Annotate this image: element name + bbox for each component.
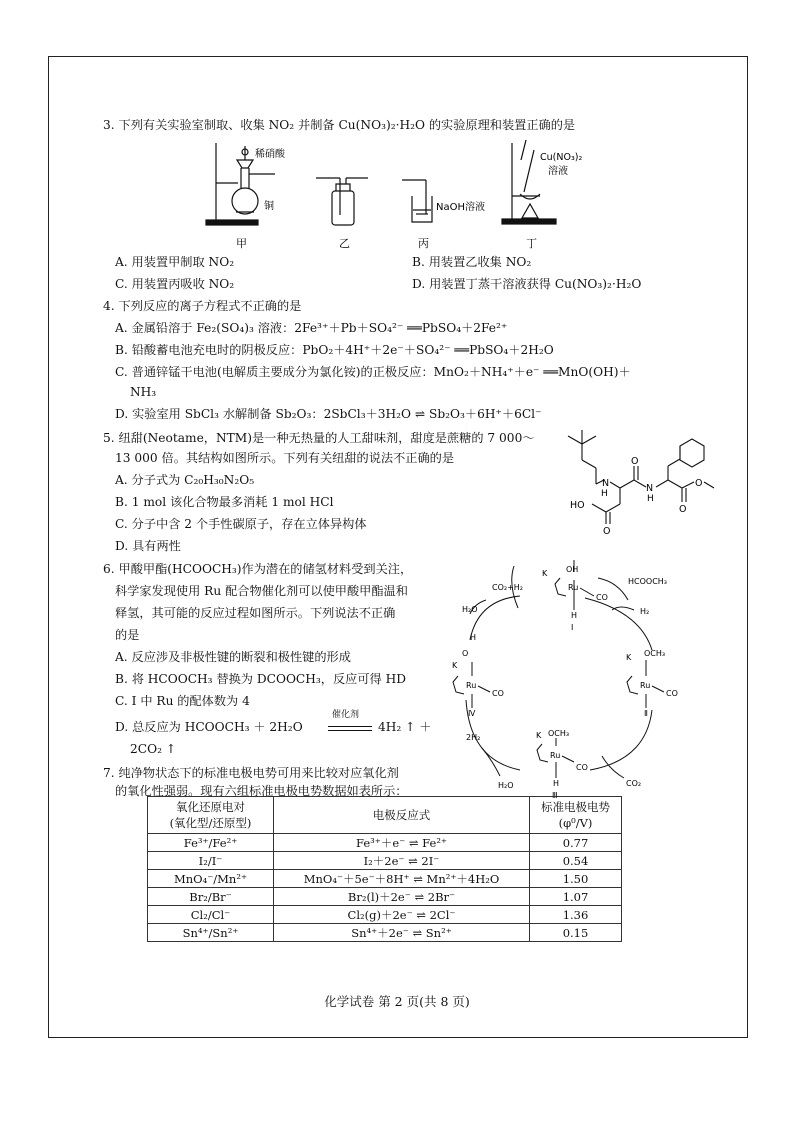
cyc-ru2: Ru — [640, 681, 651, 690]
q4-option-d: D. 实验室用 SbCl₃ 水解制备 Sb₂O₃：2SbCl₃＋3H₂O ⇌ Sb₂O₃＋6H⁺＋6Cl⁻ — [115, 407, 542, 421]
q6-stem-line2: 科学家发现使用 Ru 配合物催化剂可以使甲酸甲酯温和 — [115, 584, 408, 598]
cyc-oh: OH — [566, 565, 579, 574]
cyc-ru1: Ru — [568, 583, 579, 592]
cyc-co2h2: CO₂+H₂ — [492, 583, 524, 592]
cycle-arrow-1 — [585, 598, 652, 650]
cyc-k1: K — [542, 569, 548, 578]
mol-o3: O — [695, 478, 703, 489]
q6-stem-line4: 的是 — [115, 628, 140, 642]
table-row: I₂/I⁻ I₂＋2e⁻ ⇌ 2I⁻ 0.54 — [148, 852, 622, 870]
q5-option-a: A. 分子式为 C₂₀H₃₀N₂O₅ — [115, 473, 255, 487]
page-footer: 化学试卷 第 2 页(共 8 页) — [324, 994, 470, 1009]
label-cuno3: Cu(NO₃)₂ — [540, 152, 583, 163]
q6-stem-line1: 6. 甲酸甲酯(HCOOCH₃)作为潜在的储氢材料受到关注， — [103, 562, 413, 576]
cyc-co3: CO — [576, 763, 588, 772]
mol-o4: O — [603, 526, 611, 537]
cyc-och3-ii: OCH₃ — [644, 649, 666, 658]
mol-h1: H — [601, 489, 608, 499]
cyc-label-iv: Ⅳ — [468, 709, 476, 718]
q6-option-d-cont: 2CO₂ ↑ — [130, 742, 177, 756]
mol-h2: H — [647, 494, 654, 504]
caption-yi: 乙 — [339, 237, 350, 250]
q4-stem: 4. 下列反应的离子方程式不正确的是 — [103, 299, 302, 313]
table-header-row — [148, 797, 622, 834]
caption-bing: 丙 — [418, 237, 429, 250]
q4-option-b: B. 铅酸蓄电池充电时的阴极反应：PbO₂＋4H⁺＋2e⁻＋SO₄²⁻ ══PbSO₄＋2H₂O — [115, 343, 554, 357]
table-row: MnO₄⁻/Mn²⁺ MnO₄⁻＋5e⁻＋8H⁺ ⇌ Mn²⁺＋4H₂O 1.50 — [148, 870, 622, 888]
cyc-o-iv: O — [462, 649, 469, 658]
cyc-k3: K — [536, 731, 542, 740]
q3-option-a: A. 用装置甲制取 NO₂ — [115, 255, 235, 269]
q6-catalyst-label: 催化剂 — [332, 710, 360, 720]
caption-ding: 丁 — [526, 237, 537, 250]
table-row: Br₂/Br⁻ Br₂(l)＋2e⁻ ⇌ 2Br⁻ 1.07 — [148, 888, 622, 906]
q3-stem: 3. 下列有关实验室制取、收集 NO₂ 并制备 Cu(NO₃)₂·H₂O 的实验原理和装置正确的是 — [103, 118, 576, 132]
cyc-hcooch3: HCOOCH₃ — [628, 577, 668, 586]
cyc-h1: H — [571, 611, 578, 620]
potential-table — [147, 796, 622, 942]
q5-stem-line1: 5. 纽甜(Neotame，NTM)是一种无热量的人工甜味剂，甜度是蔗糖的 7 000～ — [103, 431, 535, 445]
table-row: Sn⁴⁺/Sn²⁺ Sn⁴⁺＋2e⁻ ⇌ Sn²⁺ 0.15 — [148, 924, 622, 942]
q5-option-c: C. 分子中含 2 个手性碳原子，存在立体异构体 — [115, 517, 367, 531]
cyc-co2: CO — [666, 689, 678, 698]
mol-o2: O — [679, 504, 687, 515]
q4-option-c-cont: NH₃ — [130, 385, 157, 399]
q5-option-d: D. 具有两性 — [115, 539, 181, 553]
header-equation: 电极反应式 — [274, 797, 530, 834]
label-copper: 铜 — [264, 201, 274, 212]
cyc-co4: CO — [492, 689, 504, 698]
cyc-label-ii: Ⅱ — [644, 709, 648, 718]
q7-stem-line2: 的氧化性强弱。现有六组标准电极电势数据如表所示： — [115, 784, 408, 798]
q6-option-d: D. 总反应为 HCOOCH₃ ＋ 2H₂O — [115, 720, 303, 734]
table-row: Cl₂/Cl⁻ Cl₂(g)＋2e⁻ ⇌ 2Cl⁻ 1.36 — [148, 906, 622, 924]
q5-option-b: B. 1 mol 该化合物最多消耗 1 mol HCl — [115, 495, 334, 509]
q5-stem-line2: 13 000 倍。其结构如图所示。下列有关纽甜的说法不正确的是 — [115, 451, 455, 465]
q6-option-b: B. 将 HCOOCH₃ 替换为 DCOOCH₃，反应可得 HD — [115, 672, 406, 686]
cyc-k4: K — [452, 661, 458, 670]
q6-option-d-products: 4H₂ ↑ ＋ — [378, 720, 432, 734]
label-dilute-acid: 稀硝酸 — [255, 149, 285, 160]
q3-option-d: D. 用装置丁蒸干溶液获得 Cu(NO₃)₂·H₂O — [412, 277, 642, 291]
q7-stem-line1: 7. 纯净物状态下的标准电极电势可用来比较对应氧化剂 — [103, 766, 399, 780]
mol-n1: N — [602, 478, 610, 489]
cyc-co2-out: CO₂ — [626, 779, 642, 788]
header-potential: 标准电极电势 (φ⁰/V) — [530, 797, 622, 834]
q6-option-a: A. 反应涉及非极性键的断裂和极性键的形成 — [115, 650, 351, 664]
cyc-2h2: 2H₂ — [466, 733, 481, 742]
label-naoh: NaOH溶液 — [436, 202, 485, 213]
cyc-och3-iii: OCH₃ — [548, 729, 570, 738]
cyc-h2-out: H₂ — [640, 607, 650, 616]
table-row: Fe³⁺/Fe²⁺ Fe³⁺＋e⁻ ⇌ Fe²⁺ 0.77 — [148, 834, 622, 852]
q4-option-a: A. 金属铅溶于 Fe₂(SO₄)₃ 溶液：2Fe³⁺＋Pb＋SO₄²⁻ ══PbSO₄＋2Fe²⁺ — [115, 321, 508, 335]
cyc-co1: CO — [596, 593, 608, 602]
q4-option-c: C. 普通锌锰干电池(电解质主要成分为氯化铵)的正极反应：MnO₂＋NH₄⁺＋e⁻ ══MnO(OH)＋ — [115, 365, 631, 379]
header-pair: 氧化还原电对 (氧化型/还原型) — [148, 797, 274, 834]
q6-option-c: C. Ⅰ 中 Ru 的配体数为 4 — [115, 694, 250, 708]
cyc-ru4: Ru — [466, 681, 477, 690]
cyc-label-iii: Ⅲ — [552, 791, 558, 800]
cycle-arrow-2 — [590, 710, 652, 770]
label-solution: 溶液 — [548, 166, 568, 177]
mol-n2: N — [646, 483, 654, 494]
cyc-h2o-in-2: H₂O — [498, 781, 514, 790]
cyc-h3: H — [553, 779, 560, 788]
caption-jia: 甲 — [236, 237, 247, 250]
cyc-ru3: Ru — [550, 751, 561, 760]
q3-option-c: C. 用装置丙吸收 NO₂ — [115, 277, 235, 291]
q6-stem-line3: 释氢，其可能的反应过程如图所示。下列说法不正确 — [115, 606, 396, 620]
mol-ho: HO — [570, 500, 585, 511]
cyc-label-i: Ⅰ — [571, 623, 574, 632]
q3-option-b: B. 用装置乙收集 NO₂ — [412, 255, 532, 269]
mol-o1: O — [631, 456, 639, 467]
cyc-k2: K — [626, 653, 632, 662]
cyc-h-iv: H — [470, 633, 477, 642]
cycle-arrow-4 — [470, 596, 520, 640]
cyc-h2o-in: H₂O — [462, 605, 478, 614]
